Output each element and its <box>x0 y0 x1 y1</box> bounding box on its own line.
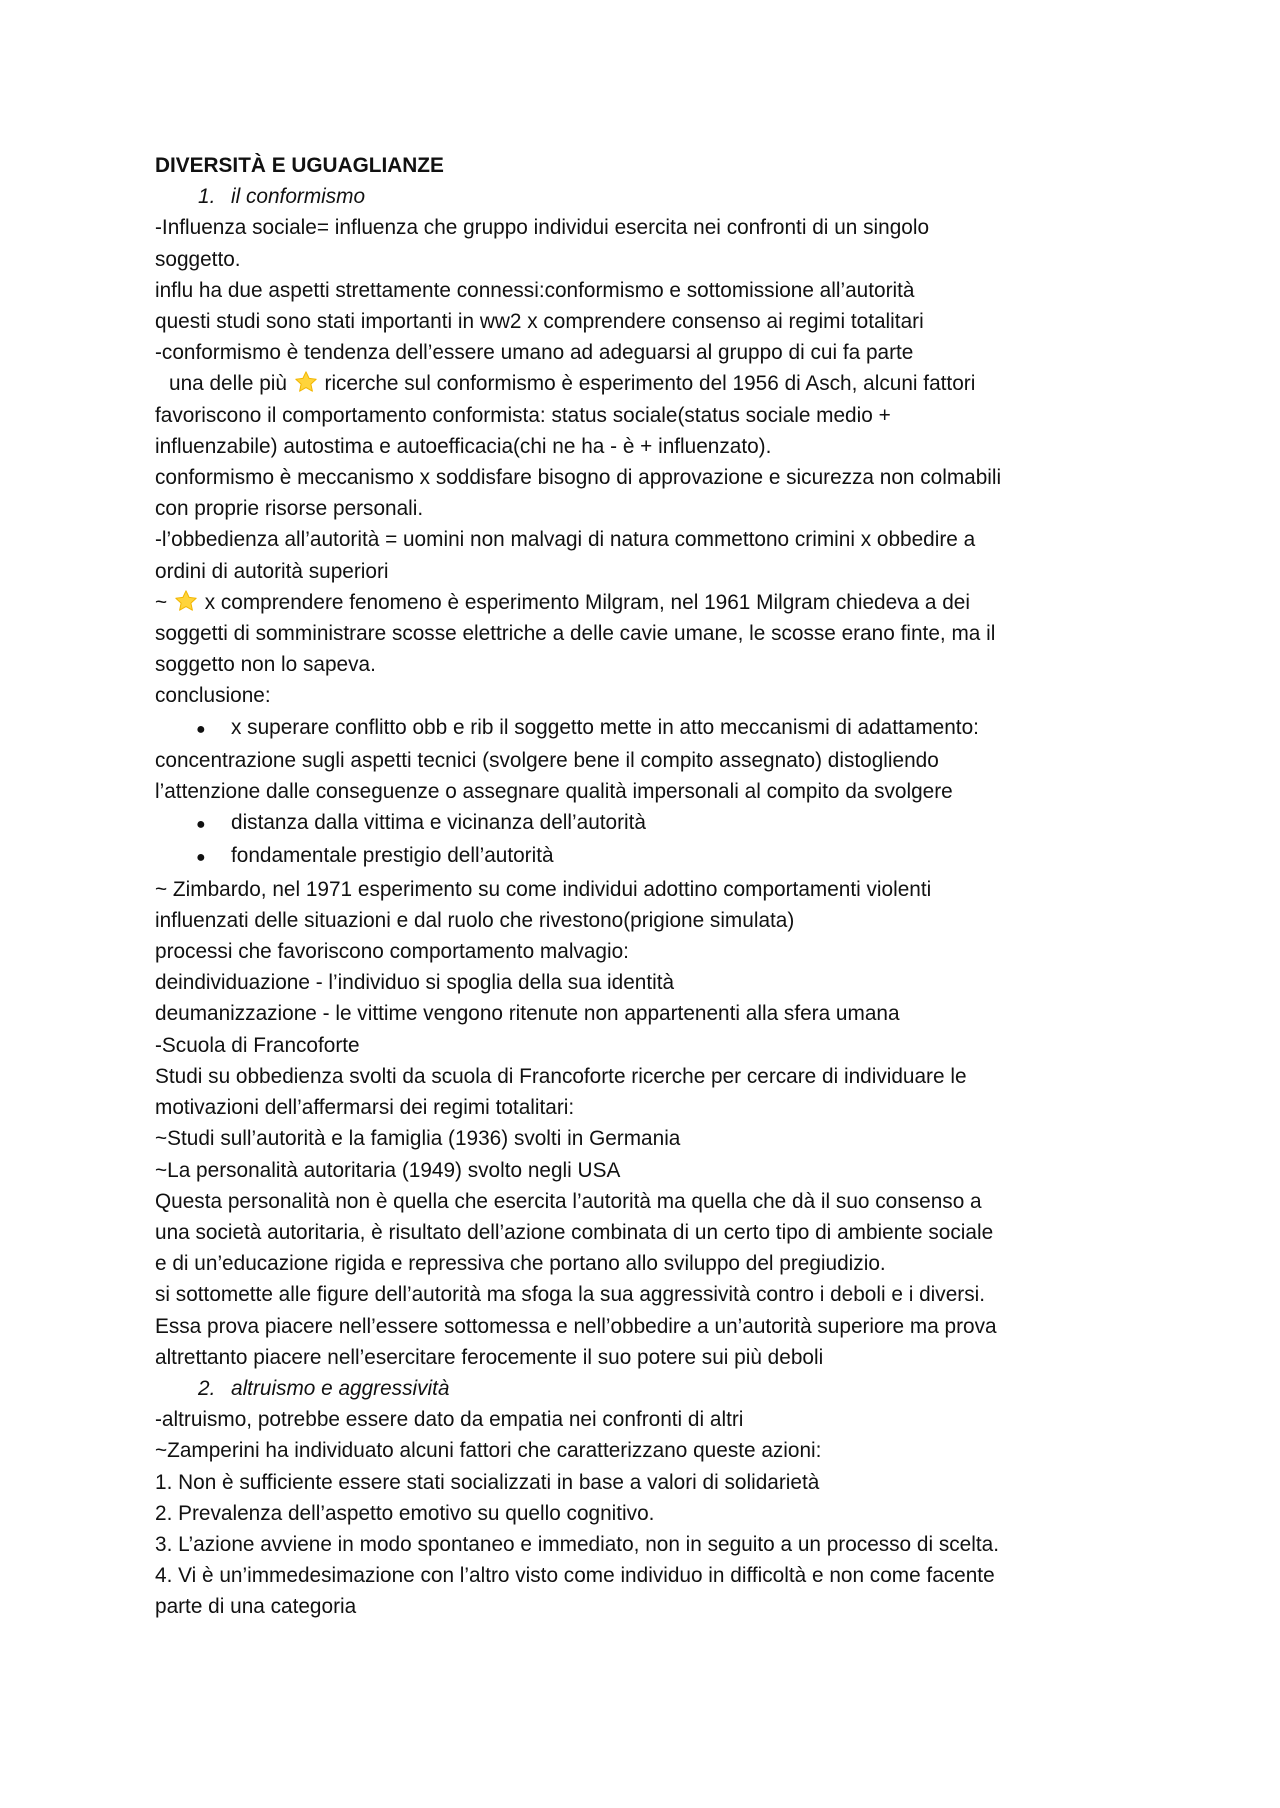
bullet-text: fondamentale prestigio dell’autorità <box>231 844 554 868</box>
section-heading-conformismo <box>155 181 1130 212</box>
text-line: soggetto. <box>155 247 241 271</box>
text-line: Questa personalità non è quella che esercita l’autorità ma quella che dà il suo consenso a <box>155 1189 982 1213</box>
list-item: 2. Prevalenza dell’aspetto emotivo su quello cognitivo. <box>155 1501 655 1525</box>
bullet-icon: ● <box>196 720 206 738</box>
text-segment: x comprendere fenomeno è esperimento Milgram, nel 1961 Milgram chiedeva a dei <box>204 590 970 614</box>
list-item: 3. L’azione avviene in modo spontaneo e immediato, non in seguito a un processo di scelta. <box>155 1532 999 1556</box>
bullet-icon: ● <box>196 849 206 867</box>
text-line: l’attenzione dalle conseguenze o assegnare qualità impersonali al compito da svolgere <box>155 780 953 804</box>
text-line: parte di una categoria <box>155 1595 357 1619</box>
text-line: con proprie risorse personali. <box>155 497 424 521</box>
text-line: -l’obbedienza all’autorità = uomini non malvagi di natura commettono crimini x obbedire a <box>155 528 976 552</box>
text-segment: ricerche sul conformismo è esperimento del 1956 di Asch, alcuni fattori <box>324 372 976 396</box>
text-line: deindividuazione - l’individuo si spoglia della sua identità <box>155 971 675 995</box>
text-line: concentrazione sugli aspetti tecnici (svolgere bene il compito assegnato) distogliendo <box>155 748 939 772</box>
text-line: una società autoritaria, è risultato dell’azione combinata di un certo tipo di ambiente sociale <box>155 1220 994 1244</box>
text-line: -Scuola di Francoforte <box>155 1033 360 1057</box>
star-icon <box>174 589 198 613</box>
text-line: favoriscono il comportamento conformista: status sociale(status sociale medio + <box>155 403 891 427</box>
text-line: ~Studi sull’autorità e la famiglia (1936) svolti in Germania <box>155 1127 681 1151</box>
text-line: ~Zamperini ha individuato alcuni fattori che caratterizzano queste azioni: <box>155 1439 822 1463</box>
bullet-text: distanza dalla vittima e vicinanza dell’autorità <box>231 811 647 835</box>
text-line-with-star <box>155 587 1130 618</box>
text-line: motivazioni dell’affermarsi dei regimi totalitari: <box>155 1096 575 1120</box>
list-item: 4. Vi è un’immedesimazione con l’altro visto come individuo in difficoltà e non come facente <box>155 1564 995 1588</box>
text-line: soggetto non lo sapeva. <box>155 653 376 677</box>
bullet-item <box>155 807 1130 840</box>
section-number: 2. <box>198 1376 216 1400</box>
section-number: 1. <box>198 185 216 209</box>
text-line: processi che favoriscono comportamento malvagio: <box>155 940 629 964</box>
text-line: questi studi sono stati importanti in ww2 x comprendere consenso ai regimi totalitari <box>155 310 924 334</box>
text-line: influenzati delle situazioni e dal ruolo che rivestono(prigione simulata) <box>155 908 795 932</box>
bullet-item <box>155 840 1130 873</box>
text-line: conclusione: <box>155 684 271 708</box>
star-icon <box>294 370 318 394</box>
text-line: influenzabile) autostima e autoefficacia(chi ne ha - è + influenzato). <box>155 434 772 458</box>
bullet-text: x superare conflitto obb e rib il soggetto mette in atto meccanismi di adattamento: <box>231 715 979 739</box>
text-line: altrettanto piacere nell’esercitare ferocemente il suo potere sui più deboli <box>155 1345 824 1369</box>
text-line: -altruismo, potrebbe essere dato da empatia nei confronti di altri <box>155 1408 744 1432</box>
bullet-item <box>155 712 1130 745</box>
section-title: altruismo e aggressività <box>231 1376 450 1400</box>
text-line: Studi su obbedienza svolti da scuola di Francoforte ricerche per cercare di individuare le <box>155 1064 967 1088</box>
section-title: il conformismo <box>231 185 366 209</box>
text-line: ~La personalità autoritaria (1949) svolto negli USA <box>155 1158 621 1182</box>
bullet-icon: ● <box>196 816 206 834</box>
text-line: si sottomette alle figure dell’autorità ma sfoga la sua aggressività contro i deboli e i diversi. <box>155 1283 985 1307</box>
text-segment: ~ <box>155 590 168 614</box>
list-item: 1. Non è sufficiente essere stati socializzati in base a valori di solidarietà <box>155 1470 820 1494</box>
document-title: DIVERSITÀ E UGUAGLIANZE <box>155 154 444 177</box>
text-segment: una delle più <box>169 372 287 396</box>
text-line: e di un’educazione rigida e repressiva che portano allo sviluppo del pregiudizio. <box>155 1252 886 1276</box>
text-line: deumanizzazione - le vittime vengono ritenute non appartenenti alla sfera umana <box>155 1002 900 1026</box>
text-line: influ ha due aspetti strettamente connessi:conformismo e sottomissione all’autorità <box>155 278 915 302</box>
text-line: conformismo è meccanismo x soddisfare bisogno di approvazione e sicurezza non colmabili <box>155 466 1002 490</box>
text-line: ordini di autorità superiori <box>155 559 389 583</box>
text-line: -conformismo è tendenza dell’essere umano ad adeguarsi al gruppo di cui fa parte <box>155 341 914 365</box>
section-heading-altruismo <box>155 1373 1130 1404</box>
document-page <box>155 150 1130 1623</box>
text-line: soggetti di somministrare scosse elettriche a delle cavie umane, le scosse erano finte, ma il <box>155 622 996 646</box>
text-line: Essa prova piacere nell’essere sottomessa e nell’obbedire a un’autorità superiore ma prova <box>155 1314 997 1338</box>
text-line: ~ Zimbardo, nel 1971 esperimento su come individui adottino comportamenti violenti <box>155 877 932 901</box>
text-line: -Influenza sociale= influenza che gruppo individui esercita nei confronti di un singolo <box>155 216 930 240</box>
text-line-with-star <box>155 368 1130 399</box>
